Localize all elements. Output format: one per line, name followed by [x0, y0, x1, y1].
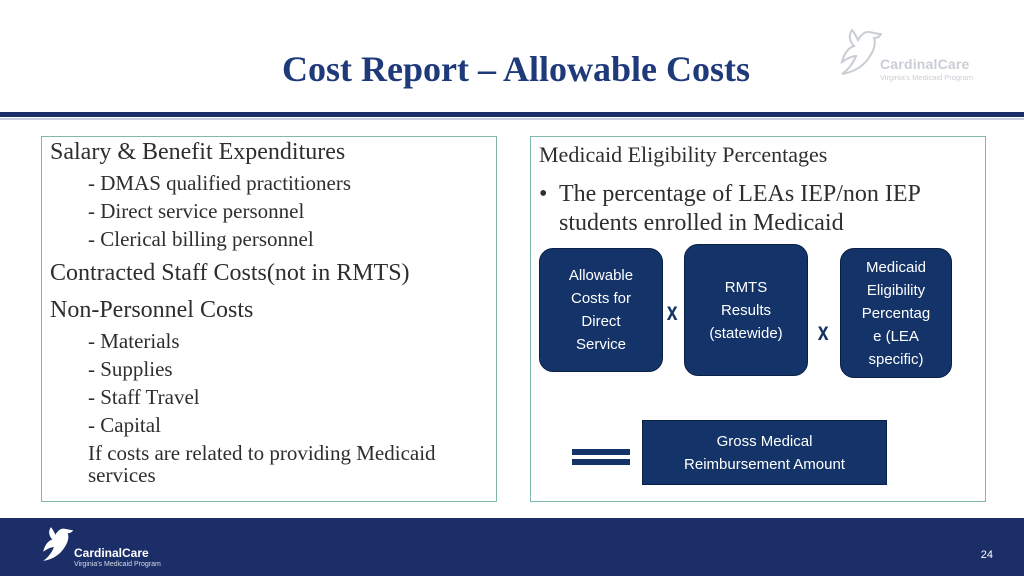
- nonpersonnel-item: - Staff Travel: [88, 385, 200, 409]
- cardinal-bird-icon: [838, 26, 882, 78]
- header-logo: [838, 26, 988, 82]
- bullet-icon: •: [539, 181, 548, 207]
- gross-reimbursement-box: Gross Medical Reimbursement Amount: [642, 420, 887, 485]
- equals-icon-bottom: [572, 459, 630, 465]
- footer-tagline: Virginia's Medicaid Program: [74, 561, 161, 568]
- salary-item: - DMAS qualified practitioners: [88, 171, 352, 195]
- equals-icon-top: [572, 449, 630, 455]
- multiply-icon: x: [817, 316, 829, 346]
- logo-brand: CardinalCare: [880, 56, 970, 72]
- eligibility-percentage-box: Medicaid Eligibility Percentag e (LEA specific): [840, 248, 952, 378]
- multiply-icon: x: [666, 296, 678, 326]
- salary-item: - Clerical billing personnel: [88, 227, 314, 251]
- note-line: If costs are related to providing Medicaid: [88, 441, 436, 465]
- salary-heading: Salary & Benefit Expenditures: [50, 139, 346, 165]
- logo-tagline: Virginia's Medicaid Program: [880, 73, 973, 82]
- header-divider-shadow: [0, 118, 1024, 120]
- page-title: Cost Report – Allowable Costs: [282, 49, 750, 89]
- nonpersonnel-item: - Capital: [88, 413, 161, 437]
- allowable-costs-box: Allowable Costs for Direct Service: [539, 248, 663, 372]
- footer-brand: CardinalCare: [74, 546, 149, 560]
- cardinal-bird-icon: [40, 524, 74, 564]
- nonpersonnel-item: - Supplies: [88, 357, 173, 381]
- header-divider: [0, 112, 1024, 117]
- bullet-text: The percentage of LEAs IEP/non IEP students enrolled in Medicaid: [559, 181, 920, 236]
- nonpersonnel-heading: Non-Personnel Costs: [50, 297, 254, 323]
- salary-item: - Direct service personnel: [88, 199, 305, 223]
- page-number: 24: [980, 549, 993, 561]
- footer-logo: [40, 524, 180, 572]
- rmts-results-box: RMTS Results (statewide): [684, 244, 808, 376]
- note-line: services: [88, 463, 156, 487]
- allowable-costs-panel: [41, 136, 497, 502]
- contracted-heading: Contracted Staff Costs(not in RMTS): [50, 260, 410, 286]
- nonpersonnel-item: - Materials: [88, 329, 180, 353]
- eligibility-heading: Medicaid Eligibility Percentages: [539, 142, 828, 167]
